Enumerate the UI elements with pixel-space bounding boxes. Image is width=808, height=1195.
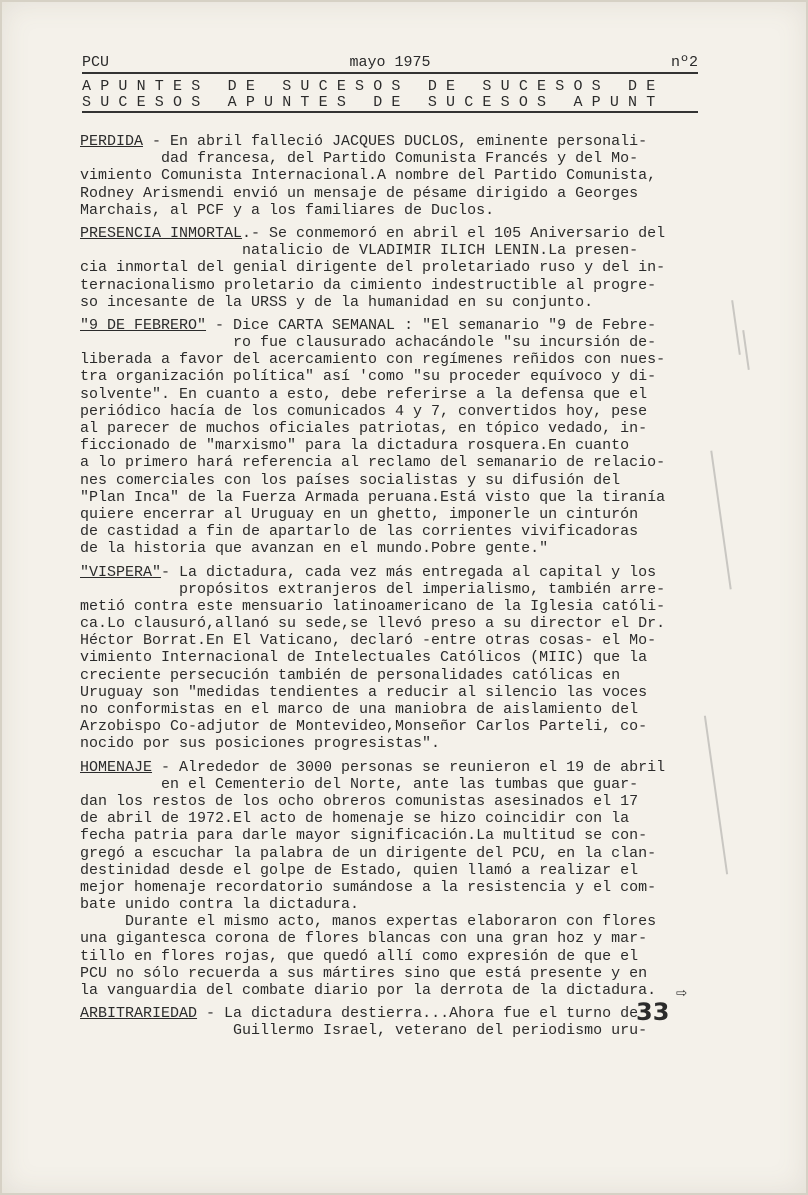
article-body: [80, 133, 708, 1040]
line-text: liberada a favor del acercamiento con regímenes reñidos con nues-: [80, 351, 666, 369]
text-line: [80, 317, 708, 334]
section-title: HOMENAJE: [80, 758, 153, 776]
text-line: [80, 810, 708, 827]
text-line: [80, 776, 708, 793]
page-header: [82, 54, 698, 71]
line-text: ficcionado de "marxismo" para la dictadura rosquera.En cuanto: [80, 437, 630, 455]
header-rule-top: [82, 72, 698, 74]
line-text: propósitos extranjeros del imperialismo, también arre-: [80, 580, 666, 598]
pencil-mark: [742, 330, 750, 370]
line-text: periódico hacía de los comunicados 4 y 7, convertidos hoy, pese: [80, 402, 648, 420]
line-text: PCU no sólo recuerda a sus mártires sino que está presente y en: [80, 964, 648, 982]
text-line: [80, 965, 708, 982]
line-text: mejor homenaje recordatorio sumándose a la resistencia y el com-: [80, 878, 657, 896]
text-line: [80, 879, 708, 896]
text-line: [80, 862, 708, 879]
text-line: [80, 259, 708, 276]
line-text: - La dictadura destierra...Ahora fue el turno de: [197, 1005, 639, 1023]
text-line: [80, 540, 708, 557]
line-text: - Alrededor de 3000 personas se reunieron el 19 de abril: [152, 758, 666, 776]
line-text: cia inmortal del genial dirigente del proletariado ruso y del in-: [80, 259, 666, 277]
text-line: [80, 242, 708, 259]
text-line: [80, 225, 708, 242]
header-issue: nº2: [670, 54, 698, 71]
line-text: Héctor Borrat.En El Vaticano, declaró -entre otras cosas- el Mo-: [80, 632, 657, 650]
text-line: [80, 454, 708, 471]
text-line: [80, 523, 708, 540]
text-line: [80, 420, 708, 437]
line-text: nocido por sus posiciones progresistas".: [80, 735, 441, 753]
line-text: .- Se conmemoró en abril el 105 Aniversario del: [242, 224, 666, 242]
line-text: la vanguardia del combate diario por la derrota de la dictadura.: [80, 982, 657, 999]
line-text: vimiento Internacional de Intelectuales Católicos (MIIC) que la: [80, 649, 648, 667]
line-text: solvente". En cuanto a esto, debe referirse a la defensa que el: [80, 385, 648, 403]
line-text: en el Cementerio del Norte, ante las tumbas que guar-: [80, 775, 639, 793]
text-line: [80, 437, 708, 454]
line-text: dad francesa, del Partido Comunista Francés y del Mo-: [80, 150, 639, 168]
line-text: Uruguay son "medidas tendientes a reducir al silencio las voces: [80, 683, 648, 701]
line-text: quiere encerrar al Uruguay en un ghetto, imponerle un cinturón: [80, 505, 639, 523]
text-line: [80, 948, 708, 965]
line-text: metió contra este mensuario latinoamericano de la Iglesia católi-: [80, 597, 666, 615]
text-line: [80, 506, 708, 523]
line-text: Marchais, al PCF y a los familiares de Duclos.: [80, 201, 495, 219]
text-line: [80, 845, 708, 862]
text-line: [80, 368, 708, 385]
text-line: [80, 793, 708, 810]
line-text: Guillermo Israel, veterano del periodismo uru-: [80, 1022, 648, 1040]
text-line: [80, 167, 708, 184]
pencil-mark: [710, 451, 731, 590]
line-text: Durante el mismo acto, manos expertas elaboraron con flores: [80, 913, 657, 931]
line-text: Arzobispo Co-adjutor de Montevideo,Monseñor Carlos Parteli, co-: [80, 718, 648, 736]
line-text: so incesante de la URSS y de la humanidad en su conjunto.: [80, 293, 594, 311]
text-line: [80, 649, 708, 666]
text-line: [80, 351, 708, 368]
section-title: PERDIDA: [80, 133, 144, 150]
text-line: [80, 386, 708, 403]
line-text: - La dictadura, cada vez más entregada al capital y los: [161, 563, 657, 581]
text-line: [80, 615, 708, 632]
line-text: ro fue clausurado achacándole "su incursión de-: [80, 334, 657, 352]
text-line: [80, 472, 708, 489]
text-line: [80, 581, 708, 598]
text-line: [80, 735, 708, 752]
page-number: 33: [636, 998, 670, 1026]
line-text: nes comerciales con los países socialistas y su difusión del: [80, 471, 621, 489]
line-text: gregó a escuchar la palabra de un dirigente del PCU, en la clan-: [80, 844, 657, 862]
line-text: ca.Lo clausuró,allanó su sede,se llevó preso a su director el Dr.: [80, 615, 666, 633]
line-text: Rodney Arismendi envió un mensaje de pésame dirigido a Georges: [80, 184, 639, 202]
text-line: [80, 294, 708, 311]
text-line: [80, 133, 708, 150]
line-text: dan los restos de los ocho obreros comunistas asesinados el 17: [80, 792, 639, 810]
section-title: ARBITRARIEDAD: [80, 1005, 198, 1023]
text-line: [80, 913, 708, 930]
line-text: de castidad a fin de apartarlo de las corrientes vivificadoras: [80, 523, 639, 541]
line-text: "Plan Inca" de la Fuerza Armada peruana.Está visto que la tiranía: [80, 488, 666, 506]
text-line: [80, 667, 708, 684]
text-line: [80, 334, 708, 351]
line-text: destinidad desde el golpe de Estado, quien llamó a realizar el: [80, 861, 639, 879]
pencil-mark: [731, 300, 741, 355]
text-line: [80, 185, 708, 202]
line-text: a lo primero hará referencia al reclamo del semanario de relacio-: [80, 454, 666, 472]
text-line: [80, 1005, 708, 1022]
section-title: PRESENCIA INMORTAL: [80, 224, 243, 242]
text-line: [80, 403, 708, 420]
text-line: [80, 982, 708, 999]
section-title: "9 DE FEBRERO": [80, 316, 207, 334]
arrow-right-icon: ⇨: [676, 984, 687, 1004]
text-line: [80, 827, 708, 844]
text-line: [80, 684, 708, 701]
line-text: natalicio de VLADIMIR ILICH LENIN.La presen-: [80, 242, 639, 260]
text-line: [80, 701, 708, 718]
line-text: al parecer de muchos oficiales patriotas, en tópico vedado, in-: [80, 420, 648, 437]
line-text: de la historia que avanzan en el mundo.Pobre gente.": [80, 540, 549, 558]
text-line: [80, 150, 708, 167]
line-text: - En abril falleció JACQUES DUCLOS, eminente personali-: [143, 133, 648, 150]
text-line: [80, 564, 708, 581]
line-text: no conformistas en el marco de una maniobra de aislamiento del: [80, 701, 639, 718]
line-text: tillo en flores rojas, que quedó allí como expresión de que el: [80, 947, 639, 965]
text-line: [80, 718, 708, 735]
header-left: PCU: [82, 54, 110, 71]
banner-line-2: SUCESOS APUNTES DE SUCESOS APUNT: [82, 94, 665, 111]
line-text: fecha patria para darle mayor significación.La multitud se con-: [80, 827, 648, 845]
banner-line-1: APUNTES DE SUCESOS DE SUCESOS DE: [82, 78, 665, 95]
text-line: [80, 759, 708, 776]
line-text: - Dice CARTA SEMANAL : "El semanario "9 de Febre-: [206, 316, 657, 334]
line-text: de abril de 1972.El acto de homenaje se hizo coincidir con la: [80, 810, 630, 828]
text-line: [80, 489, 708, 506]
text-line: [80, 202, 708, 219]
line-text: una gigantesca corona de flores blancas con una gran hoz y mar-: [80, 930, 648, 948]
line-text: tra organización política" así 'como "su proceder equívoco y di-: [80, 368, 657, 386]
text-line: [80, 896, 708, 913]
line-text: bate unido contra la dictadura.: [80, 896, 360, 914]
text-line: [80, 598, 708, 615]
text-line: [80, 1022, 708, 1039]
header-date: mayo 1975: [349, 54, 431, 71]
line-text: creciente persecución también de personalidades católicas en: [80, 666, 621, 684]
text-line: [80, 277, 708, 294]
header-rule-bottom: [82, 111, 698, 113]
text-line: [80, 930, 708, 947]
section-title: "VISPERA": [80, 563, 162, 581]
line-text: ternacionalismo proletario da cimiento indestructible al progre-: [80, 276, 657, 294]
line-text: vimiento Comunista Internacional.A nombre del Partido Comunista,: [80, 167, 657, 185]
text-line: [80, 632, 708, 649]
